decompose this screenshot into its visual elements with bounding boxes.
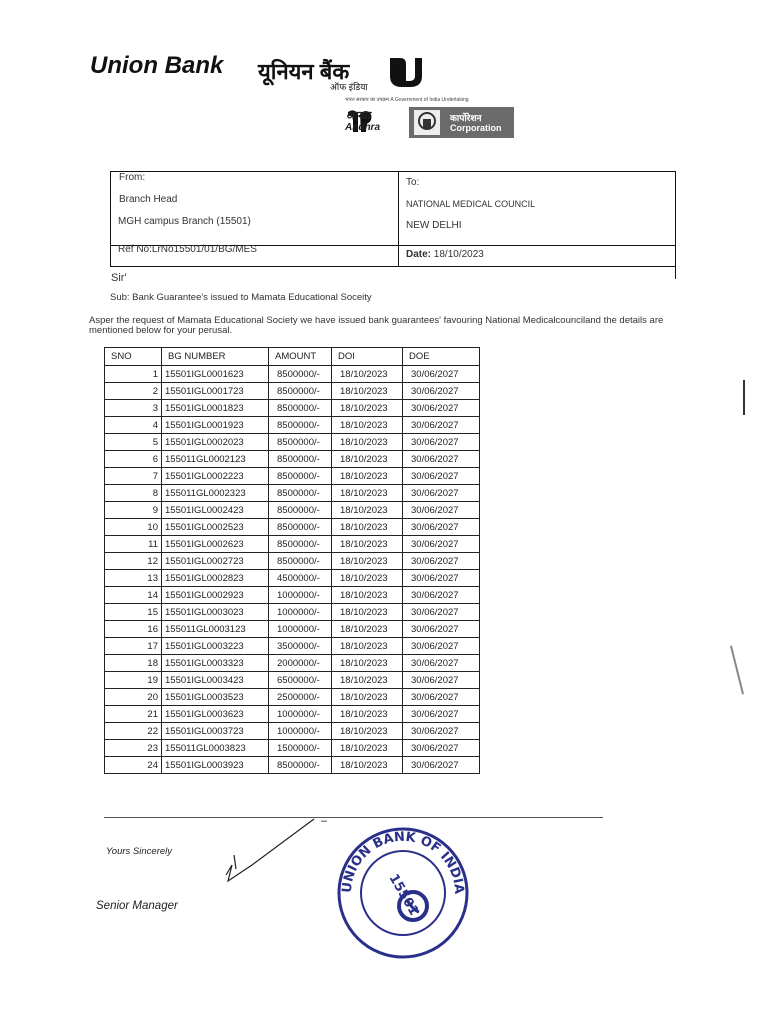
- cell-doe: 30/06/2027: [403, 400, 480, 417]
- table-row: [105, 638, 480, 655]
- cell-doi: 18/10/2023: [332, 417, 403, 434]
- cell-doe: 30/06/2027: [403, 383, 480, 400]
- table-row: [105, 655, 480, 672]
- cell-sno: 9: [105, 502, 162, 519]
- table-row: [105, 689, 480, 706]
- cell-bg-number: 15501IGL0003023: [162, 604, 269, 621]
- cell-sno: 19: [105, 672, 162, 689]
- cell-sno: 15: [105, 604, 162, 621]
- cell-bg-number: 15501IGL0003623: [162, 706, 269, 723]
- cell-sno: 14: [105, 587, 162, 604]
- cell-doi: 18/10/2023: [332, 587, 403, 604]
- government-undertaking-line: भारत सरकार का उपक्रम A Government of India Undertaking: [345, 97, 469, 103]
- edge-mark: [743, 380, 745, 415]
- cell-doe: 30/06/2027: [403, 502, 480, 519]
- cell-doi: 18/10/2023: [332, 400, 403, 417]
- cell-amount: 8500000/-: [269, 519, 332, 536]
- date-value: 18/10/2023: [433, 249, 484, 260]
- cell-sno: 21: [105, 706, 162, 723]
- cell-doi: 18/10/2023: [332, 757, 403, 774]
- cell-amount: 8500000/-: [269, 451, 332, 468]
- cell-amount: 1000000/-: [269, 604, 332, 621]
- cell-amount: 1000000/-: [269, 621, 332, 638]
- to-label: To:: [406, 177, 420, 188]
- cell-doi: 18/10/2023: [332, 366, 403, 383]
- cell-sno: 12: [105, 553, 162, 570]
- cell-doe: 30/06/2027: [403, 570, 480, 587]
- from-label: From:: [119, 172, 146, 183]
- table-row: [105, 587, 480, 604]
- table-row: [105, 485, 480, 502]
- cell-sno: 23: [105, 740, 162, 757]
- cell-sno: 17: [105, 638, 162, 655]
- cell-bg-number: 15501IGL0002423: [162, 502, 269, 519]
- cell-doe: 30/06/2027: [403, 757, 480, 774]
- cell-amount: 1000000/-: [269, 587, 332, 604]
- corporation-bank-hindi-label: कार्पोरेशन: [450, 113, 482, 123]
- cell-amount: 1500000/-: [269, 740, 332, 757]
- cell-doe: 30/06/2027: [403, 366, 480, 383]
- cell-amount: 8500000/-: [269, 383, 332, 400]
- table-row: [105, 621, 480, 638]
- cell-sno: 6: [105, 451, 162, 468]
- cell-bg-number: 15501IGL0001623: [162, 366, 269, 383]
- subject-line: Sub: Bank Guarantee's issued to Mamata Educational Soceity: [110, 292, 372, 303]
- to-line-2: NEW DELHI: [406, 220, 462, 231]
- cell-bg-number: 15501IGL0003923: [162, 757, 269, 774]
- cell-amount: 8500000/-: [269, 485, 332, 502]
- closing-yours-sincerely: Yours Sincerely: [106, 846, 173, 857]
- cell-doi: 18/10/2023: [332, 485, 403, 502]
- cell-bg-number: 15501IGL0002523: [162, 519, 269, 536]
- cell-doe: 30/06/2027: [403, 638, 480, 655]
- cell-bg-number: 155011GL0002123: [162, 451, 269, 468]
- cell-amount: 8500000/-: [269, 400, 332, 417]
- cell-amount: 8500000/-: [269, 434, 332, 451]
- cell-doi: 18/10/2023: [332, 655, 403, 672]
- table-row: [105, 519, 480, 536]
- table-row: [105, 502, 480, 519]
- cell-amount: 1000000/-: [269, 706, 332, 723]
- table-row: [105, 400, 480, 417]
- header-sno: SNO: [105, 348, 162, 366]
- edge-mark: [730, 646, 744, 695]
- cell-doi: 18/10/2023: [332, 434, 403, 451]
- bank-guarantee-table: [104, 347, 480, 774]
- table-row: [105, 604, 480, 621]
- cell-doe: 30/06/2027: [403, 672, 480, 689]
- andhra-bank-hindi-label: आन्ध्रा: [346, 110, 370, 122]
- from-line-2: MGH campus Branch (15501): [118, 216, 251, 227]
- cell-bg-number: 155011GL0003123: [162, 621, 269, 638]
- cell-doi: 18/10/2023: [332, 536, 403, 553]
- cell-bg-number: 15501IGL0002823: [162, 570, 269, 587]
- cell-doe: 30/06/2027: [403, 723, 480, 740]
- cell-doe: 30/06/2027: [403, 587, 480, 604]
- brand-name-english: Union Bank: [90, 52, 224, 79]
- cell-sno: 13: [105, 570, 162, 587]
- cell-doe: 30/06/2027: [403, 655, 480, 672]
- cell-doi: 18/10/2023: [332, 621, 403, 638]
- cell-doe: 30/06/2027: [403, 621, 480, 638]
- cell-sno: 3: [105, 400, 162, 417]
- cell-sno: 16: [105, 621, 162, 638]
- brand-name-hindi: यूनियन बैंक: [258, 59, 350, 84]
- cell-doi: 18/10/2023: [332, 519, 403, 536]
- cell-amount: 2000000/-: [269, 655, 332, 672]
- table-header-row: [105, 348, 480, 366]
- address-box-vertical-divider: [398, 171, 399, 267]
- cell-sno: 20: [105, 689, 162, 706]
- cell-sno: 1: [105, 366, 162, 383]
- body-paragraph: Asper the request of Mamata Educational Society we have issued bank guarantees' favouring National Medicalcounciland the details are mentioned below for your perusal.: [89, 315, 664, 336]
- cell-doi: 18/10/2023: [332, 672, 403, 689]
- cell-doe: 30/06/2027: [403, 740, 480, 757]
- cell-doe: 30/06/2027: [403, 451, 480, 468]
- table-row: [105, 553, 480, 570]
- cell-amount: 1000000/-: [269, 723, 332, 740]
- cell-sno: 7: [105, 468, 162, 485]
- cell-bg-number: 155011GL0002323: [162, 485, 269, 502]
- table-row: [105, 417, 480, 434]
- dash-mark: –: [321, 815, 328, 827]
- cell-doi: 18/10/2023: [332, 689, 403, 706]
- cell-bg-number: 15501IGL0002623: [162, 536, 269, 553]
- table-row: [105, 570, 480, 587]
- table-row: [105, 757, 480, 774]
- cell-doi: 18/10/2023: [332, 740, 403, 757]
- cell-doi: 18/10/2023: [332, 468, 403, 485]
- cell-bg-number: 15501IGL0002723: [162, 553, 269, 570]
- cell-amount: 3500000/-: [269, 638, 332, 655]
- corporation-bank-emblem-icon: [409, 107, 445, 138]
- cell-doi: 18/10/2023: [332, 723, 403, 740]
- cell-sno: 24: [105, 757, 162, 774]
- union-bank-logo-icon: [384, 54, 428, 90]
- cell-bg-number: 15501IGL0001823: [162, 400, 269, 417]
- header-doi: DOI: [332, 348, 403, 366]
- cell-bg-number: 15501IGL0002223: [162, 468, 269, 485]
- header-doe: DOE: [403, 348, 480, 366]
- cell-amount: 8500000/-: [269, 757, 332, 774]
- cell-bg-number: 15501IGL0003523: [162, 689, 269, 706]
- cell-bg-number: 15501IGL0002923: [162, 587, 269, 604]
- cell-doe: 30/06/2027: [403, 604, 480, 621]
- cell-doe: 30/06/2027: [403, 536, 480, 553]
- cell-doi: 18/10/2023: [332, 451, 403, 468]
- table-row: [105, 434, 480, 451]
- header-bg-number: BG NUMBER: [162, 348, 269, 366]
- cell-doi: 18/10/2023: [332, 638, 403, 655]
- cell-doe: 30/06/2027: [403, 468, 480, 485]
- cell-doi: 18/10/2023: [332, 604, 403, 621]
- cell-amount: 8500000/-: [269, 468, 332, 485]
- table-row: [105, 723, 480, 740]
- cell-amount: 4500000/-: [269, 570, 332, 587]
- cell-amount: 8500000/-: [269, 553, 332, 570]
- cell-doi: 18/10/2023: [332, 502, 403, 519]
- cell-sno: 2: [105, 383, 162, 400]
- table-row: [105, 383, 480, 400]
- cell-doi: 18/10/2023: [332, 706, 403, 723]
- stamp-text: UNION BANK OF INDIA: [339, 829, 467, 895]
- table-row: [105, 536, 480, 553]
- cell-bg-number: 15501IGL0001723: [162, 383, 269, 400]
- signature-icon: [222, 815, 322, 885]
- cell-doe: 30/06/2027: [403, 519, 480, 536]
- table-row: [105, 366, 480, 383]
- cell-amount: 6500000/-: [269, 672, 332, 689]
- table-body: [105, 366, 480, 774]
- brand-name-hindi-subtitle: ऑफ इंडिया: [330, 82, 368, 92]
- cell-bg-number: 15501IGL0003223: [162, 638, 269, 655]
- cell-doi: 18/10/2023: [332, 383, 403, 400]
- cell-bg-number: 15501IGL0001923: [162, 417, 269, 434]
- cell-amount: 2500000/-: [269, 689, 332, 706]
- stamp-code: 15501: [385, 871, 422, 919]
- cell-sno: 5: [105, 434, 162, 451]
- from-line-1: Branch Head: [119, 194, 178, 205]
- cell-bg-number: 15501IGL0003323: [162, 655, 269, 672]
- bank-seal-icon: [333, 826, 473, 961]
- to-line-1: NATIONAL MEDICAL COUNCIL: [406, 199, 536, 209]
- table-row: [105, 706, 480, 723]
- cell-doe: 30/06/2027: [403, 417, 480, 434]
- cell-doe: 30/06/2027: [403, 689, 480, 706]
- cell-doi: 18/10/2023: [332, 570, 403, 587]
- salutation: Sir': [111, 272, 127, 284]
- cell-amount: 8500000/-: [269, 502, 332, 519]
- cell-sno: 11: [105, 536, 162, 553]
- signatory-designation: Senior Manager: [96, 900, 178, 912]
- cell-amount: 8500000/-: [269, 536, 332, 553]
- cell-doe: 30/06/2027: [403, 434, 480, 451]
- cell-amount: 8500000/-: [269, 417, 332, 434]
- table-row: [105, 740, 480, 757]
- corporation-bank-english-label: Corporation: [450, 123, 502, 133]
- table-row: [105, 468, 480, 485]
- cell-doi: 18/10/2023: [332, 553, 403, 570]
- cell-bg-number: 155011GL0003823: [162, 740, 269, 757]
- cell-sno: 18: [105, 655, 162, 672]
- date-label: Date:: [406, 249, 432, 260]
- cell-doe: 30/06/2027: [403, 485, 480, 502]
- cell-doe: 30/06/2027: [403, 553, 480, 570]
- cell-bg-number: 15501IGL0003423: [162, 672, 269, 689]
- signature-divider: [104, 817, 603, 818]
- cell-doe: 30/06/2027: [403, 706, 480, 723]
- cell-sno: 8: [105, 485, 162, 502]
- table-row: [105, 451, 480, 468]
- cell-sno: 10: [105, 519, 162, 536]
- cell-bg-number: 15501IGL0002023: [162, 434, 269, 451]
- cell-sno: 4: [105, 417, 162, 434]
- date-row: [406, 249, 484, 260]
- header-amount: AMOUNT: [269, 348, 332, 366]
- reference-number: Ref No:LrNo15501/01/BG/MES: [118, 244, 257, 255]
- address-box-edge-line: [675, 267, 676, 279]
- andhra-bank-english-label: Andhra: [345, 122, 380, 133]
- cell-bg-number: 15501IGL0003723: [162, 723, 269, 740]
- table-row: [105, 672, 480, 689]
- cell-sno: 22: [105, 723, 162, 740]
- cell-amount: 8500000/-: [269, 366, 332, 383]
